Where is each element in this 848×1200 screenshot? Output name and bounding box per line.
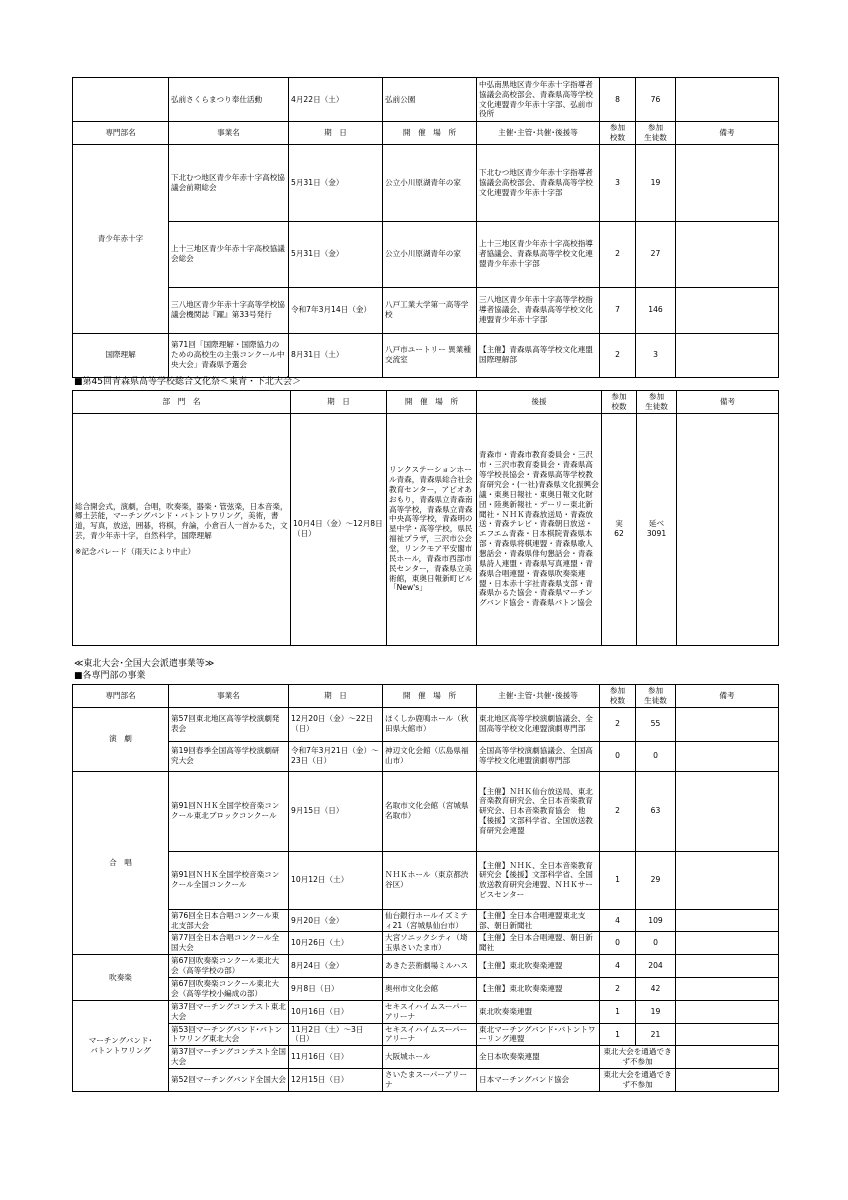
- table-body: [73, 707, 779, 1091]
- table-row: [73, 144, 779, 221]
- venue-cell: 神辺文化会館（広島県福山市）: [383, 741, 477, 771]
- schools-cell: 8: [600, 78, 636, 122]
- table-row: [73, 1046, 779, 1069]
- date-cell: 8月24日（金）: [289, 955, 383, 978]
- org-cell: 東北吹奏楽連盟: [477, 1000, 600, 1023]
- date-cell: 11月16日（日）: [289, 1046, 383, 1069]
- header-dept: 専門部名: [73, 685, 169, 708]
- students-cell: 76: [636, 78, 676, 122]
- event-cell: 第37回マーチングコンテスト全国大会: [169, 1046, 289, 1069]
- schools-cell: 0: [600, 932, 636, 955]
- dept-cell: 国際理解: [73, 333, 169, 377]
- org-cell: 【主催】東北吹奏楽連盟: [477, 955, 600, 978]
- header-event: 事業名: [169, 685, 289, 708]
- date-cell: 9月8日（日）: [289, 977, 383, 1000]
- event-cell: 下北むつ地区青少年赤十字高校協議会前期総会: [169, 144, 289, 221]
- table-row: [73, 707, 779, 741]
- header-event: 事業名: [169, 122, 289, 145]
- header-students: 参加 生徒数: [636, 122, 676, 145]
- date-cell: 5月31日（金）: [289, 221, 383, 287]
- section-subtitle: ■各専門部の事業: [74, 671, 146, 681]
- table-row: [73, 909, 779, 932]
- org-cell: 上十三地区青少年赤十字高校指導者協議会、青森県高等学校文化連盟青少年赤十字部: [477, 221, 600, 287]
- header-students: 参加 生徒数: [637, 391, 677, 414]
- table-row: [73, 932, 779, 955]
- org-cell: 三八地区青少年赤十字高等学校指導者協議会、青森県高等学校文化連盟青少年赤十字部: [477, 287, 600, 333]
- header-note: 備考: [677, 391, 779, 414]
- event-cell: 第71回「国際理解・国際協力のための高校生の主張コンクール中央大会」青森県予選会: [169, 333, 289, 377]
- header-row: [73, 391, 779, 414]
- event-cell: 三八地区青少年赤十字高等学校協議会機関誌『躍』第33号発行: [169, 287, 289, 333]
- sponsor-cell: 青森市・青森市教育委員会・三沢市・三沢市教育委員会・青森県高等学校長協会・青森県高等学校教育研究会・(一社)青森県文化振興会議・東奥日報社・東奥日報文化財団・陸奥新報社・デーリー東北新聞社・ＮＨＫ青森放送局・青森放送・青森テレビ・青森朝日放送・エフエム青森・日本棋院青森県本部・青森県将棋連盟・青森県歌人懇話会・青森県俳句懇話会・青森県詩人連盟・青森県写真連盟・青森県合唱連盟・青森県吹奏楽連盟・日本赤十字社青森県支部・青森県かるた協会・青森県マーチングバンド協会・青森県バトン協会: [477, 413, 602, 645]
- students-cell: 55: [636, 707, 676, 741]
- date-cell: 9月15日（日）: [289, 771, 383, 851]
- schools-cell: 実 62: [602, 413, 637, 645]
- venue-cell: 公立小川原湖青年の家: [383, 221, 477, 287]
- org-cell: 【主催】ＮＨＫ、全日本音楽教育研究会【後援】文部科学省、全国放送教育研究会連盟、ＮＨＫサービスセンター: [477, 851, 600, 909]
- youth-red-cross-table: [72, 77, 779, 378]
- note-cell: [676, 144, 779, 221]
- date-cell: 9月20日（金）: [289, 909, 383, 932]
- schools-cell: 2: [600, 333, 636, 377]
- venue-cell: 弘前公園: [383, 78, 477, 122]
- note-cell: [676, 1069, 779, 1092]
- table-row: [73, 955, 779, 978]
- org-cell: 【主催】東北吹奏楽連盟: [477, 977, 600, 1000]
- schools-cell: 2: [600, 977, 636, 1000]
- org-cell: 東北マーチングバンド･バトントワーリング連盟: [477, 1023, 600, 1046]
- schools-cell: 7: [600, 287, 636, 333]
- header-dept: 専門部名: [73, 122, 169, 145]
- venue-cell: 大宮ソニックシティ（埼玉県さいたま市）: [383, 932, 477, 955]
- note-cell: [676, 78, 779, 122]
- header-schools: 参加 校数: [600, 685, 636, 708]
- students-cell: 21: [636, 1023, 676, 1046]
- schools-cell: 0: [600, 741, 636, 771]
- note-cell: [676, 771, 779, 851]
- org-cell: 日本マーチングバンド協会: [477, 1069, 600, 1092]
- venue-cell: 名取市文化会館（宮城県名取市）: [383, 771, 477, 851]
- status-cell: 東北大会を通過できず不参加: [600, 1046, 676, 1069]
- students-cell: 0: [636, 932, 676, 955]
- org-cell: 【主催】ＮＨＫ仙台放送局、東北音楽教育研究会、全日本音楽教育研究会、日本音楽教育協会 他【後援】文部科学省、全国放送教育研究会連盟: [477, 771, 600, 851]
- header-dept: 部 門 名: [73, 391, 291, 414]
- event-cell: 第91回ＮＨＫ全国学校音楽コンクール全国コンクール: [169, 851, 289, 909]
- table-row: [73, 771, 779, 851]
- header-row: [73, 122, 779, 145]
- table-body: [73, 144, 779, 377]
- dispatch-events-table: [72, 684, 779, 1092]
- venue-cell: 八戸工業大学第一高等学校: [383, 287, 477, 333]
- event-cell: 第67回吹奏楽コンクール東北大会（高等学校小編成の部）: [169, 977, 289, 1000]
- note-cell: [676, 741, 779, 771]
- header-note: 備考: [676, 122, 779, 145]
- header-org: 主催･主管･共催･後援等: [477, 122, 600, 145]
- table-row: [73, 78, 779, 122]
- schools-cell: 3: [600, 144, 636, 221]
- note-cell: [676, 221, 779, 287]
- section-title: ≪東北大会･全国大会派遣事業等≫: [74, 659, 215, 669]
- dept-list: 総合開会式，演劇，合唱，吹奏楽，器楽・管弦楽，日本音楽，郷土芸能，マーチングバンド・バトントワリング，美術，書道，写真，放送，囲碁，将棋，弁論，小倉百人一首かるた，文芸，青少年赤十字，自然科学，国際理解: [75, 501, 288, 541]
- event-cell: 上十三地区青少年赤十字高校協議会総会: [169, 221, 289, 287]
- students-cell: 146: [636, 287, 676, 333]
- org-cell: 【主催】全日本合唱連盟東北支部、朝日新聞社: [477, 909, 600, 932]
- schools-cell: 4: [600, 909, 636, 932]
- header-schools: 参加 校数: [600, 122, 636, 145]
- venue-cell: あきた芸術劇場ミルハス: [383, 955, 477, 978]
- event-cell: 第76回全日本合唱コンクール東北支部大会: [169, 909, 289, 932]
- date-cell: 10月4日（金）～12月8日（日）: [291, 413, 387, 645]
- table-row: [73, 1023, 779, 1046]
- date-cell: 令和7年3月14日（金）: [289, 287, 383, 333]
- schools-cell: 1: [600, 1000, 636, 1023]
- venue-cell: 大阪城ホール: [383, 1046, 477, 1069]
- dept-cell: 青少年赤十字: [73, 144, 169, 333]
- table-row: [73, 1069, 779, 1092]
- header-org: 主催･主管･共催･後援等: [477, 685, 600, 708]
- students-cell: 204: [636, 955, 676, 978]
- schools-cell: 1: [600, 851, 636, 909]
- header-students: 参加 生徒数: [636, 685, 676, 708]
- note-cell: [676, 909, 779, 932]
- students-cell: 19: [636, 144, 676, 221]
- students-cell: 19: [636, 1000, 676, 1023]
- note-cell: [677, 413, 779, 645]
- date-cell: 12月20日（金）～22日（日）: [289, 707, 383, 741]
- general-festival-table: [72, 390, 779, 646]
- note-cell: [676, 955, 779, 978]
- dept-cell: 吹奏楽: [73, 955, 169, 1001]
- table-row: [73, 287, 779, 333]
- table-row: [73, 413, 779, 645]
- event-cell: 第19回春季全国高等学校演劇研究大会: [169, 741, 289, 771]
- dept-note: ※記念パレード（雨天により中止）: [75, 547, 196, 556]
- note-cell: [676, 1000, 779, 1023]
- org-cell: 全国高等学校演劇協議会、全国高等学校文化連盟演劇専門部: [477, 741, 600, 771]
- students-cell: 27: [636, 221, 676, 287]
- table-row: [73, 977, 779, 1000]
- date-cell: 12月15日（日）: [289, 1069, 383, 1092]
- table-row: [73, 333, 779, 377]
- date-cell: 10月12日（土）: [289, 851, 383, 909]
- venue-cell: ほくしか鹿鳴ホール（秋田県大館市）: [383, 707, 477, 741]
- org-cell: 中弘南黒地区青少年赤十字指導者協議会高校部会、青森県高等学校文化連盟青少年赤十字部、弘前市役所: [477, 78, 600, 122]
- schools-cell: 2: [600, 707, 636, 741]
- event-cell: 第91回ＮＨＫ全国学校音楽コンクール東北ブロックコンクール: [169, 771, 289, 851]
- header-sponsor: 後援: [477, 391, 602, 414]
- event-cell: 第37回マーチングコンテスト東北大会: [169, 1000, 289, 1023]
- header-note: 備考: [676, 685, 779, 708]
- venue-cell: 八戸市ユートリー 異業種交流室: [383, 333, 477, 377]
- blank-dept-cell: [73, 78, 169, 122]
- note-cell: [676, 707, 779, 741]
- note-cell: [676, 1046, 779, 1069]
- note-cell: [676, 851, 779, 909]
- venue-cell: セキスイハイムスーパーアリーナ: [383, 1023, 477, 1046]
- students-cell: 109: [636, 909, 676, 932]
- header-date: 期 日: [289, 122, 383, 145]
- date-cell: 10月26日（土）: [289, 932, 383, 955]
- table-row: [73, 221, 779, 287]
- event-cell: 第77回全日本合唱コンクール全国大会: [169, 932, 289, 955]
- event-cell: 第57回東北地区高等学校演劇発表会: [169, 707, 289, 741]
- students-cell: 63: [636, 771, 676, 851]
- date-cell: 4月22日（土）: [289, 78, 383, 122]
- section-title: ■第45回青森県高等学校総合文化祭＜東青・下北大会＞: [74, 377, 301, 387]
- header-date: 期 日: [291, 391, 387, 414]
- header-venue: 開 催 場 所: [383, 122, 477, 145]
- table-row: [73, 741, 779, 771]
- date-cell: 令和7年3月21日（金）～23日（日）: [289, 741, 383, 771]
- schools-cell: 2: [600, 771, 636, 851]
- header-date: 期 日: [289, 685, 383, 708]
- org-cell: 【主催】青森県高等学校文化連盟国際理解部: [477, 333, 600, 377]
- dept-cell: [73, 413, 291, 645]
- date-cell: 8月31日（土）: [289, 333, 383, 377]
- table-row: [73, 851, 779, 909]
- students-cell: 42: [636, 977, 676, 1000]
- org-cell: 【主催】全日本合唱連盟、朝日新聞社: [477, 932, 600, 955]
- dept-cell: 合 唱: [73, 771, 169, 954]
- venue-cell: さいたまスーパーアリーナ: [383, 1069, 477, 1092]
- schools-cell: 1: [600, 1023, 636, 1046]
- event-cell: 第53回マーチングバンド･バトントワリング東北大会: [169, 1023, 289, 1046]
- venue-cell: セキスイハイムスーパーアリーナ: [383, 1000, 477, 1023]
- venue-cell: 公立小川原湖青年の家: [383, 144, 477, 221]
- venue-cell: 奥州市文化会館: [383, 977, 477, 1000]
- note-cell: [676, 932, 779, 955]
- students-cell: 3: [636, 333, 676, 377]
- venue-cell: 仙台銀行ホールイズミティ21（宮城県仙台市）: [383, 909, 477, 932]
- schools-cell: 2: [600, 221, 636, 287]
- date-cell: 11月2日（土）～3日（日）: [289, 1023, 383, 1046]
- org-cell: 東北地区高等学校演劇協議会、全国高等学校文化連盟演劇専門部: [477, 707, 600, 741]
- dept-cell: 演 劇: [73, 707, 169, 771]
- header-schools: 参加 校数: [602, 391, 637, 414]
- date-cell: 5月31日（金）: [289, 144, 383, 221]
- header-venue: 開 催 場 所: [383, 685, 477, 708]
- note-cell: [676, 977, 779, 1000]
- venue-cell: ＮＨＫホール（東京都渋谷区）: [383, 851, 477, 909]
- org-cell: 下北むつ地区青少年赤十字指導者協議会高校部会、青森県高等学校文化連盟青少年赤十字部: [477, 144, 600, 221]
- date-cell: 10月16日（日）: [289, 1000, 383, 1023]
- status-cell: 東北大会を通過できず不参加: [600, 1069, 676, 1092]
- venue-cell: リンクステーションホール青森，青森県総合社会教育センター，アピオあおもり，青森県立青森南高等学校，青森県立青森中央高等学校，青森明の星中学・高等学校，県民福祉プラザ，三沢市公会堂，リンクモア平安閣市民ホール，青森市西部市民センター，青森県立美術館，東奥日報新町ビル「New's」: [387, 413, 477, 645]
- note-cell: [676, 287, 779, 333]
- dept-cell: マーチングバンド･ バトントワリング: [73, 1000, 169, 1091]
- event-cell: 第52回マーチングバンド全国大会: [169, 1069, 289, 1092]
- header-row: [73, 685, 779, 708]
- event-cell: 弘前さくらまつり奉仕活動: [169, 78, 289, 122]
- header-venue: 開 催 場 所: [387, 391, 477, 414]
- org-cell: 全日本吹奏楽連盟: [477, 1046, 600, 1069]
- note-cell: [676, 333, 779, 377]
- table-row: [73, 1000, 779, 1023]
- event-cell: 第67回吹奏楽コンクール東北大会（高等学校の部）: [169, 955, 289, 978]
- students-cell: 延べ 3091: [637, 413, 677, 645]
- note-cell: [676, 1023, 779, 1046]
- students-cell: 29: [636, 851, 676, 909]
- students-cell: 0: [636, 741, 676, 771]
- schools-cell: 4: [600, 955, 636, 978]
